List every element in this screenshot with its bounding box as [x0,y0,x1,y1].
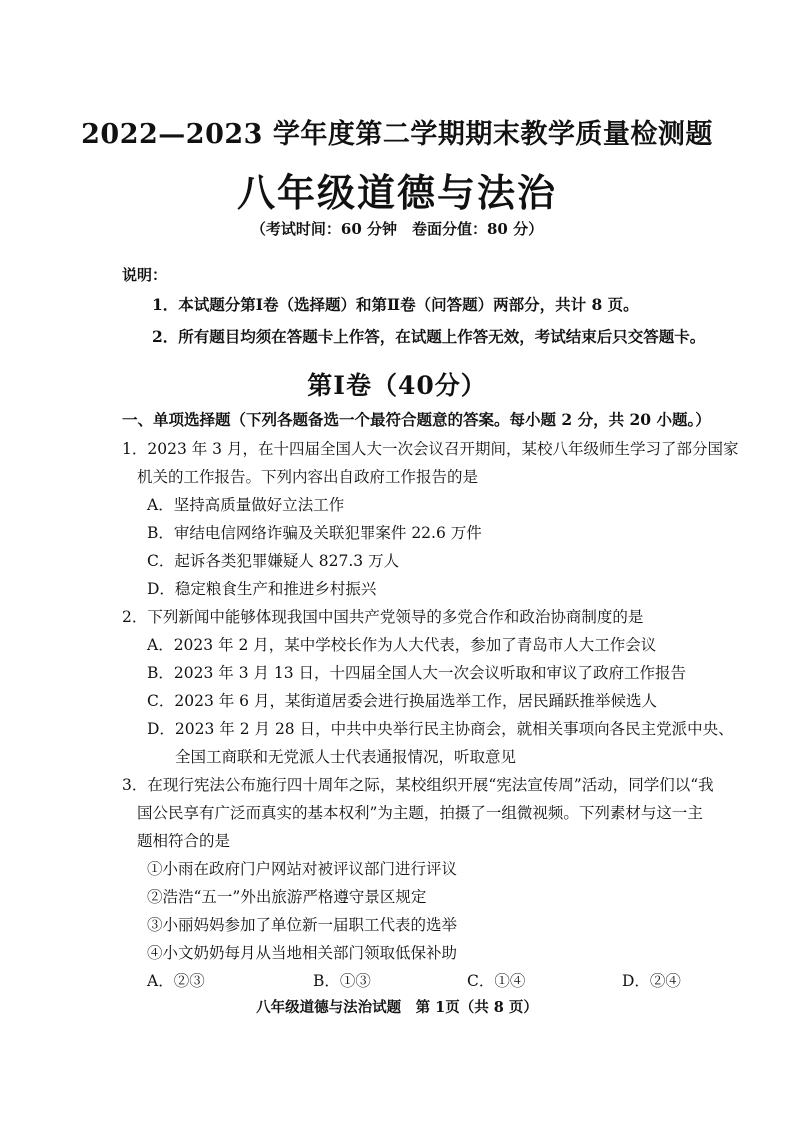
part-heading: 一、单项选择题（下列各题备选一个最符合题意的答案。每小题 2 分，共 20 小题。） [122,410,711,429]
exam-info: （考试时间：60 分钟 卷面分值：80 分） [250,220,544,238]
q3-stem-line-2: 国公民享有广泛而真实的基本权利”为主题，拍摄了一组微视频。下列素材与这一主 [137,804,703,822]
q3-item-1: ①小雨在政府门户网站对被评议部门进行评议 [147,860,458,878]
subject-title: 八年级道德与法治 [236,170,557,215]
q1-stem-line-2: 机关的工作报告。下列内容出自政府工作报告的是 [137,468,479,486]
q3-stem-line-3: 题相符合的是 [137,832,231,850]
q3-item-2: ②浩浩“五一”外出旅游严格遵守景区规定 [147,888,427,906]
exam-title: 2022—2023 学年度第二学期期末教学质量检测题 [81,119,713,150]
q1-option-d: D．稳定粮食生产和推进乡村振兴 [147,580,377,598]
section-title: 第Ⅰ卷（40分） [307,371,487,400]
q2-option-c: C．2023 年 6 月，某街道居委会进行换届选举工作，居民踊跃推举候选人 [147,692,657,710]
q2-stem-line-1: 2．下列新闻中能够体现我国中国共产党领导的多党合作和政治协商制度的是 [122,608,644,626]
note-item-1: 1．本试题分第Ⅰ卷（选择题）和第Ⅱ卷（问答题）两部分，共计 8 页。 [152,295,639,314]
q1-stem-line-1: 1．2023 年 3 月，在十四届全国人大一次会议召开期间，某校八年级师生学习了部分国家 [122,440,739,458]
q3-choice-b: B．①③ [313,972,371,990]
note-item-2: 2．所有题目均须在答题卡上作答，在试题上作答无效，考试结束后只交答题卡。 [152,327,706,346]
q3-item-3: ③小丽妈妈参加了单位新一届职工代表的选举 [147,916,458,934]
q2-option-a: A．2023 年 2 月，某中学校长作为人大代表，参加了青岛市人大工作会议 [147,636,657,654]
q2-option-d: D．2023 年 2 月 28 日，中共中央举行民主协商会，就相关事项向各民主党派中央、 [147,720,734,738]
q3-choice-c: C．①④ [467,972,526,990]
q1-option-c: C．起诉各类犯罪嫌疑人 827.3 万人 [147,552,400,570]
q3-item-4: ④小文奶奶每月从当地相关部门领取低保补助 [147,944,458,962]
q1-option-a: A．坚持高质量做好立法工作 [147,496,345,514]
q2-option-b: B．2023 年 3 月 13 日，十四届全国人大一次会议听取和审议了政府工作报告 [147,664,687,682]
page-footer: 八年级道德与法治试题 第 1页（共 8 页） [256,999,538,1016]
notes-label: 说明： [122,266,168,284]
q3-stem-line-1: 3．在现行宪法公布施行四十周年之际，某校组织开展“宪法宣传周”活动，同学们以“我 [122,776,714,794]
q1-option-b: B．审结电信网络诈骗及关联犯罪案件 22.6 万件 [147,524,482,542]
q3-choice-a: A．②③ [147,972,205,990]
q3-choice-d: D．②④ [622,972,681,990]
q2-option-d-cont: 全国工商联和无党派人士代表通报情况，听取意见 [175,748,517,766]
